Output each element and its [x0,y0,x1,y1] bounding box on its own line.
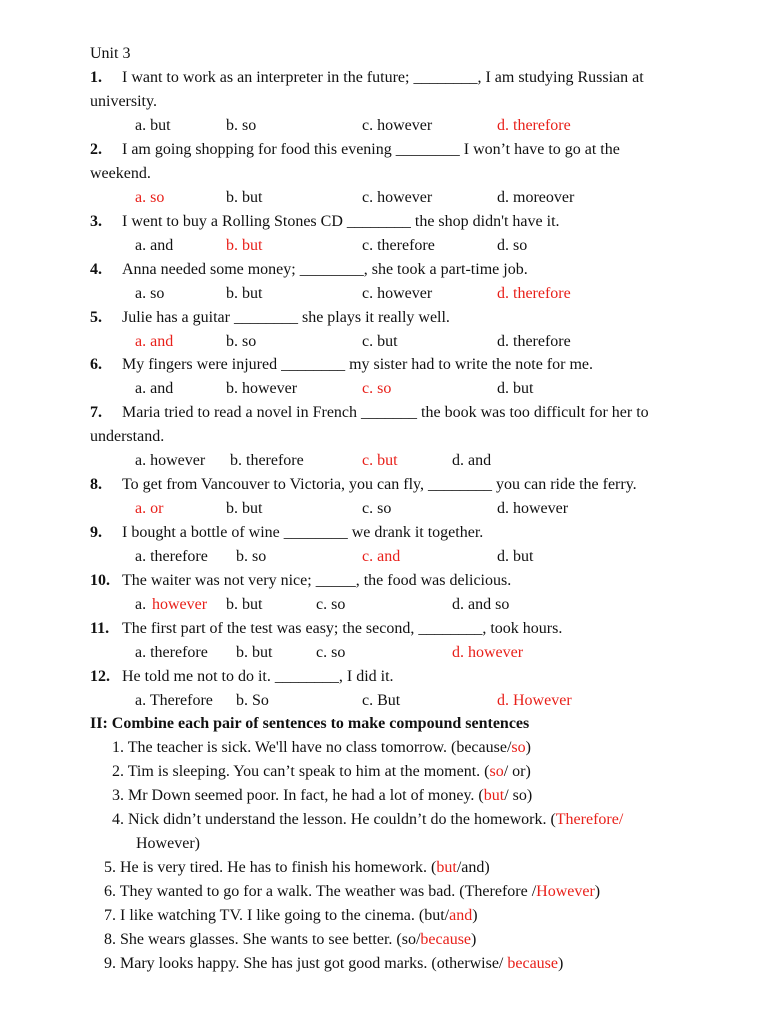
option-6-1: a. and [135,380,174,397]
part2-answer: because [420,931,472,948]
option-3-1: a. and [135,237,174,254]
part2-after: / so) [504,787,533,804]
question-text: Julie has a guitar ________ she plays it really well. [122,309,450,326]
question-text: The first part of the test was easy; the second, ________, took hours. [122,620,563,637]
part2-heading: II: Combine each pair of sentences to make compound sentences [90,715,530,732]
question-number: 4. [90,261,102,278]
part2-number: 1. [112,739,128,756]
question-12 [90,667,394,687]
option-6-4: d. but [497,380,534,397]
option-9-3: c. and [362,548,401,565]
question-text: Anna needed some money; ________, she took a part-time job. [122,261,528,278]
part2-number: 9. [104,955,120,972]
part2-item-6 [104,882,600,902]
question-number: 12. [90,668,110,685]
part2-text: She wears glasses. She wants to see better. (so/ [120,931,421,948]
question-text: He told me not to do it. ________, I did it. [122,668,394,685]
part2-text: Nick didn’t understand the lesson. He couldn’t do the homework. ( [128,811,556,828]
option-11-1: a. therefore [135,644,208,661]
part2-text: Mary looks happy. She has just got good marks. (otherwise/ [120,955,508,972]
question-number: 9. [90,524,102,541]
part2-item-8 [104,930,476,950]
question-4 [90,260,528,280]
question-10 [90,571,511,591]
question-text: I want to work as an interpreter in the future; ________, I am studying Russian at [122,69,644,86]
option-8-3: c. so [362,500,392,517]
option-5-4: d. therefore [497,333,571,350]
part2-after: ) [472,907,478,924]
question-1 [90,68,644,88]
option-4-2: b. but [226,285,263,302]
question-number: 11. [90,620,110,637]
option-2-1: a. so [135,189,165,206]
option-4-1: a. so [135,285,165,302]
question-continuation: understand. [90,428,165,445]
option-10-5: d. and so [452,596,510,613]
option-1-3: c. however [362,117,433,134]
question-7 [90,403,649,423]
part2-after: /and) [456,859,490,876]
question-text: I went to buy a Rolling Stones CD ________ the shop didn't have it. [122,213,560,230]
question-9 [90,523,483,543]
part2-text: They wanted to go for a walk. The weather was bad. (Therefore / [119,883,537,900]
option-9-1: a. therefore [135,548,208,565]
part2-answer: Therefore/ [555,811,624,828]
option-6-3: c. so [362,380,392,397]
question-continuation: university. [90,93,157,110]
part2-answer: but [483,787,505,804]
part2-after: ) [558,955,564,972]
option-3-4: d. so [497,237,528,254]
option-5-2: b. so [226,333,257,350]
option-11-3: c. so [316,644,346,661]
question-2 [90,140,620,160]
question-text: The waiter was not very nice; _____, the food was delicious. [122,572,512,589]
option-12-2: b. So [236,692,269,709]
option-2-4: d. moreover [497,189,575,206]
option-2-3: c. however [362,189,433,206]
question-5 [90,308,450,328]
part2-after: ) [525,739,531,756]
part2-item-3 [112,786,532,806]
part2-answer: but [436,859,457,876]
part2-number: 8. [104,931,120,948]
option-6-2: b. however [226,380,298,397]
question-text: My fingers were injured ________ my sister had to write the note for me. [122,356,593,373]
option-7-3: c. but [362,452,398,469]
question-number: 7. [90,404,102,421]
option-1-2: b. so [226,117,257,134]
option-7-1: a. however [135,452,206,469]
part2-continuation: However) [136,835,200,852]
part2-text: Mr Down seemed poor. In fact, he had a lot of money. ( [128,787,484,804]
unit-title: Unit 3 [90,45,131,62]
question-3 [90,212,560,232]
option-2-2: b. but [226,189,263,206]
option-10-3: b. but [226,596,263,613]
question-8 [90,475,637,495]
question-number: 8. [90,476,102,493]
option-10-4: c. so [316,596,346,613]
part2-answer: and [449,907,473,924]
part2-text: Tim is sleeping. You can’t speak to him at the moment. ( [127,763,490,780]
part2-number: 6. [104,883,120,900]
question-text: I am going shopping for food this evening ________ I won’t have to go at the [122,141,620,158]
part2-text: He is very tired. He has to finish his homework. ( [120,859,437,876]
option-5-3: c. but [362,333,398,350]
part2-item-1 [112,738,531,758]
part2-item-9 [104,954,563,974]
option-10-2: however [152,596,208,613]
question-number: 3. [90,213,102,230]
option-8-2: b. but [226,500,263,517]
option-4-4: d. therefore [497,285,571,302]
question-number: 6. [90,356,102,373]
question-number: 2. [90,141,102,158]
question-number: 5. [90,309,102,326]
option-3-3: c. therefore [362,237,435,254]
question-number: 10. [90,572,110,589]
option-8-4: d. however [497,500,569,517]
part2-number: 2. [112,763,128,780]
part2-item-4 [112,810,623,830]
option-7-4: d. and [452,452,492,469]
question-6 [90,355,593,375]
part2-text: I like watching TV. I like going to the cinema. (but/ [120,907,450,924]
question-text: I bought a bottle of wine ________ we drank it together. [122,524,484,541]
part2-item-7 [104,906,478,926]
question-number: 1. [90,69,102,86]
part2-number: 7. [104,907,120,924]
question-text: Maria tried to read a novel in French _______ the book was too difficult for her to [122,404,649,421]
question-text: To get from Vancouver to Victoria, you can fly, ________ you can ride the ferry. [122,476,637,493]
part2-after: / or) [503,763,531,780]
part2-item-5 [104,858,490,878]
option-12-4: d. However [497,692,572,709]
part2-answer: so [489,763,504,780]
option-9-4: d. but [497,548,534,565]
question-continuation: weekend. [90,165,151,182]
part2-after: ) [594,883,601,900]
option-12-1: a. Therefore [135,692,213,709]
option-4-3: c. however [362,285,433,302]
part2-answer: because [507,955,558,972]
part2-after: ) [471,931,477,948]
option-9-2: b. so [236,548,267,565]
option-1-4: d. therefore [497,117,571,134]
part2-answer: so [511,739,526,756]
part2-number: 4. [112,811,128,828]
option-7-2: b. therefore [230,452,304,469]
option-11-4: d. however [452,644,524,661]
part2-number: 5. [104,859,120,876]
part2-text: The teacher is sick. We'll have no class tomorrow. (because/ [127,739,512,756]
part2-answer: However [536,883,595,900]
part2-number: 3. [112,787,128,804]
option-3-2: b. but [226,237,263,254]
part2-item-2 [112,762,531,782]
option-8-1: a. or [135,500,164,517]
question-11 [90,619,562,639]
option-5-1: a. and [135,333,174,350]
option-12-3: c. But [362,692,401,709]
option-11-2: b. but [236,644,273,661]
option-1-1: a. but [135,117,171,134]
option-10-1: a. [135,596,147,613]
